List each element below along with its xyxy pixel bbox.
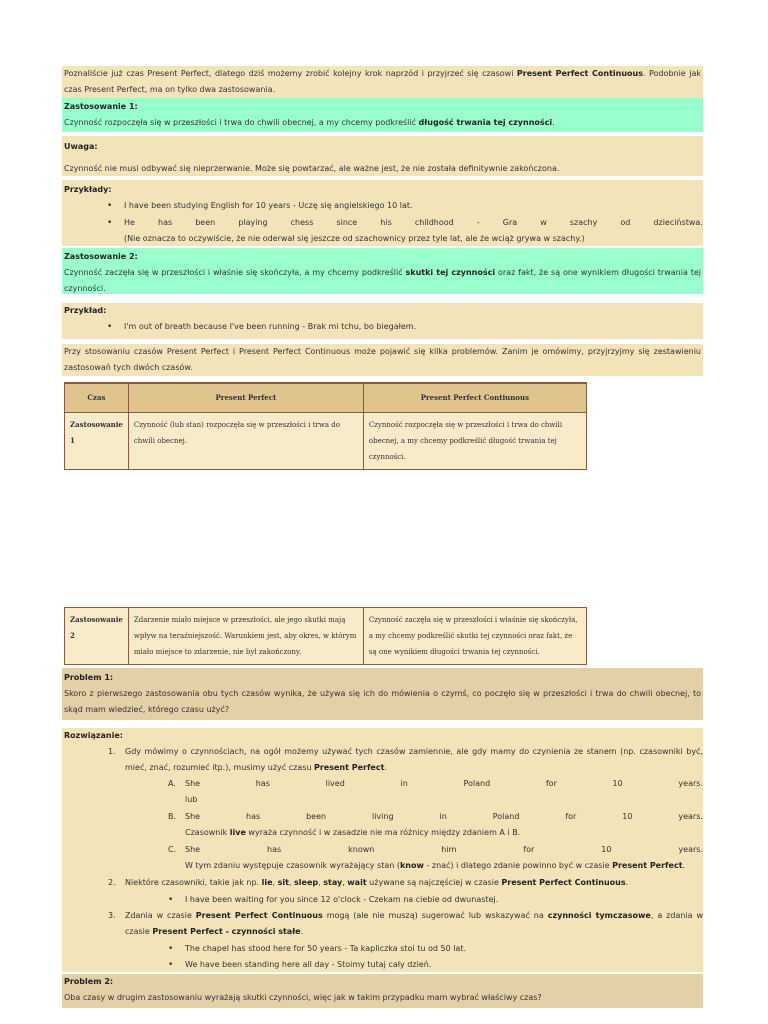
word: been: [306, 812, 327, 821]
rozwiazanie-sub-c: C. She has known him for 10 years. W tym zdaniu występuje czasownik wyrażający stan (know - znać) i dlatego zdanie powinno być w czasie Present Perfect.: [185, 842, 703, 874]
word: for: [565, 812, 577, 821]
word: known: [348, 845, 375, 854]
table-row: [65, 608, 587, 665]
zastosowanie-2-text: Czynność zaczęła się w przeszłości i właśnie się skończyła, a my chcemy podkreślić skutki tej czynności oraz fakt, że są one wynikiem długości trwania tej czynności.: [64, 268, 701, 293]
word: Gra: [502, 218, 518, 227]
word: Poland: [492, 812, 520, 821]
table-cell: Zastosowanie 1: [65, 413, 129, 470]
word: -: [476, 218, 480, 227]
uwaga-text: Czynność nie musi odbywać się nieprzerwanie. Może się powtarzać, ale ważne jest, że nie została definitywnie zakończona.: [64, 164, 560, 173]
rozwiazanie-item-2: 2. Niektóre czasowniki, takie jak np. lie, sit, sleep, stay, wait używane są najczęściej w czasie Present Perfect Continuous.: [108, 878, 629, 887]
word: for: [545, 779, 557, 788]
sub-c-note: W tym zdaniu występuje czasownik wyrażający stan (know - znać) i dlatego zdanie powinno być w czasie Present Perfect.: [185, 861, 686, 870]
word: for: [523, 845, 535, 854]
przyklady-item-2-sentence: [124, 215, 703, 231]
word: She: [185, 845, 201, 854]
uwaga-heading: Uwaga:: [64, 142, 98, 151]
word: years.: [678, 779, 703, 788]
word: has: [267, 845, 282, 854]
zastosowanie-1-heading: Zastosowanie 1:: [64, 102, 138, 111]
sub-b-note: Czasownik live wyraża czynność i w zasadzie nie ma różnicy między zdaniem A i B.: [185, 828, 521, 837]
rozwiazanie-sub-a: A. She has lived in Poland for 10 years. lub: [185, 776, 703, 808]
uwaga-section: [62, 136, 703, 176]
word: living: [371, 812, 394, 821]
przyklad-heading: Przykład:: [64, 306, 107, 315]
word: od: [620, 218, 631, 227]
rozwiazanie-item-1: 1. Gdy mówimy o czynnościach, na ogół możemy używać tych czasów zamiennie, ale gdy mamy do czynienia ze stanem (np. czasowniki być, mieć, znać, rozumieć itp.), musimy użyć czasu Present Perfect.: [108, 747, 703, 772]
problem-2-section: [62, 974, 703, 1008]
zastosowanie-1-text: Czynność rozpoczęła się w przeszłości i trwa do chwili obecnej, a my chcemy podkreślić długość trwania tej czynności.: [64, 118, 555, 127]
przyklady-heading: Przykłady:: [64, 185, 112, 194]
rozwiazanie-item-3-bullet-2: • We have been standing here all day - Stoimy tutaj cały dzień.: [185, 957, 703, 973]
word: w: [540, 218, 547, 227]
przyklady-item-2: [124, 215, 703, 247]
table-cell: Czynność rozpoczęła się w przeszłości i trwa do chwili obecnej, a my chcemy podkreślić długość trwania tej czynności.: [363, 413, 586, 470]
word: in: [439, 812, 447, 821]
table-header-czas: Czas: [65, 383, 129, 413]
comparison-table-top: [64, 382, 587, 470]
word: years.: [678, 845, 703, 854]
word: 10: [601, 845, 612, 854]
rozwiazanie-heading: Rozwiązanie:: [64, 731, 123, 740]
word: playing: [238, 218, 268, 227]
table-header-present-perfect: Present Perfect: [128, 383, 363, 413]
sub-a-lub: lub: [185, 795, 198, 804]
word: She: [185, 812, 201, 821]
table-cell: Zdarzenie miało miejsce w przeszłości, ale jego skutki mają wpływ na teraźniejszość. Warunkiem jest, aby okres, w którym miało miejsce to zdarzenie, nie był zakończony.: [128, 608, 363, 665]
problem-1-heading: Problem 1:: [64, 673, 114, 682]
word: years.: [678, 812, 703, 821]
rozwiazanie-sub-b: B. She has been living in Poland for 10 years. Czasownik live wyraża czynność i w zasadzie nie ma różnicy między zdaniem A i B.: [185, 809, 703, 841]
compare-paragraph: Przy stosowaniu czasów Present Perfect i Present Perfect Continuous może pojawić się kilka problemów. Zanim je omówimy, przyjrzyjmy się zestawieniu zastosowań tych dwóch czasów.: [62, 344, 703, 376]
word: been: [195, 218, 216, 227]
word: Poland: [463, 779, 491, 788]
word: him: [441, 845, 457, 854]
word: since: [336, 218, 358, 227]
zastosowanie-1-section: [62, 98, 703, 132]
zastosowanie-2-heading: Zastosowanie 2:: [64, 252, 138, 261]
sub-b-sentence: [185, 809, 703, 825]
table-header-present-perfect-continuous: Present Perfect Contiunous: [363, 383, 586, 413]
rozwiazanie-item-3-bullet-1: • The chapel has stood here for 50 years - Ta kapliczka stoi tu od 50 lat.: [185, 941, 703, 957]
zastosowanie-2-section: [62, 248, 703, 294]
word: szachy: [569, 218, 598, 227]
word: his: [380, 218, 392, 227]
przyklady-item-1: • I have been studying English for 10 years - Uczę się angielskiego 10 lat.: [124, 198, 703, 214]
word: 10: [612, 779, 623, 788]
word: 10: [622, 812, 633, 821]
rozwiazanie-item-2-bullet: • I have been waiting for you since 12 o'clock - Czekam na ciebie od dwunastej.: [185, 892, 703, 908]
word: chess: [290, 218, 314, 227]
word: in: [400, 779, 408, 788]
word: lived: [325, 779, 345, 788]
word: dzieciństwa.: [653, 218, 703, 227]
word: She: [185, 779, 201, 788]
table-header-row: [65, 383, 587, 413]
table-cell: Czynność zaczęła się w przeszłości i właśnie się skończyła, a my chcemy podkreślić skutki tej czynności oraz fakt, że są one wynikiem długości trwania tej czynności.: [363, 608, 586, 665]
table-row: [65, 413, 587, 470]
problem-1-text: Skoro z pierwszego zastosowania obu tych czasów wynika, że używa się ich do mówienia o czymś, co poczęło się w przeszłości i trwa do chwili obecnej, to skąd mam wiedzieć, którego czasu użyć?: [64, 689, 701, 714]
word: • He: [124, 218, 135, 227]
word: has: [158, 218, 173, 227]
word: has: [246, 812, 261, 821]
sub-a-sentence: [185, 776, 703, 792]
table-cell: Zastosowanie 2: [65, 608, 129, 665]
sub-c-sentence: [185, 842, 703, 858]
problem-2-text: Oba czasy w drugim zastosowaniu wyrażają skutki czynności, więc jak w takim przypadku mam wybrać właściwy czas?: [64, 993, 542, 1002]
rozwiazanie-item-3: 3. Zdania w czasie Present Perfect Continuous mogą (ale nie muszą) sugerować lub wskazywać na czynności tymczasowe, a zdania w czasie Present Perfect - czynności stałe.: [108, 911, 704, 936]
intro-paragraph: Poznaliście już czas Present Perfect, dlatego dziś możemy zrobić kolejny krok naprzód i przyjrzeć się czasowi Present Perfect Continuous. Podobnie jak czas Present Perfect, ma on tylko dwa zastosowania.: [62, 66, 703, 98]
problem-2-heading: Problem 2:: [64, 977, 114, 986]
przyklady-item-2-note: (Nie oznacza to oczywiście, że nie oderwał się jeszcze od szachownicy przez tyle lat, ale że wciąż grywa w szachy.): [124, 234, 585, 243]
comparison-table-bottom: [64, 607, 587, 665]
word: childhood: [414, 218, 454, 227]
problem-1-section: [62, 668, 703, 720]
table-cell: Czynność (lub stan) rozpoczęła się w przeszłości i trwa do chwili obecnej.: [128, 413, 363, 470]
przyklad-item-1: • I'm out of breath because I've been running - Brak mi tchu, bo biegałem.: [124, 319, 703, 335]
word: has: [255, 779, 270, 788]
